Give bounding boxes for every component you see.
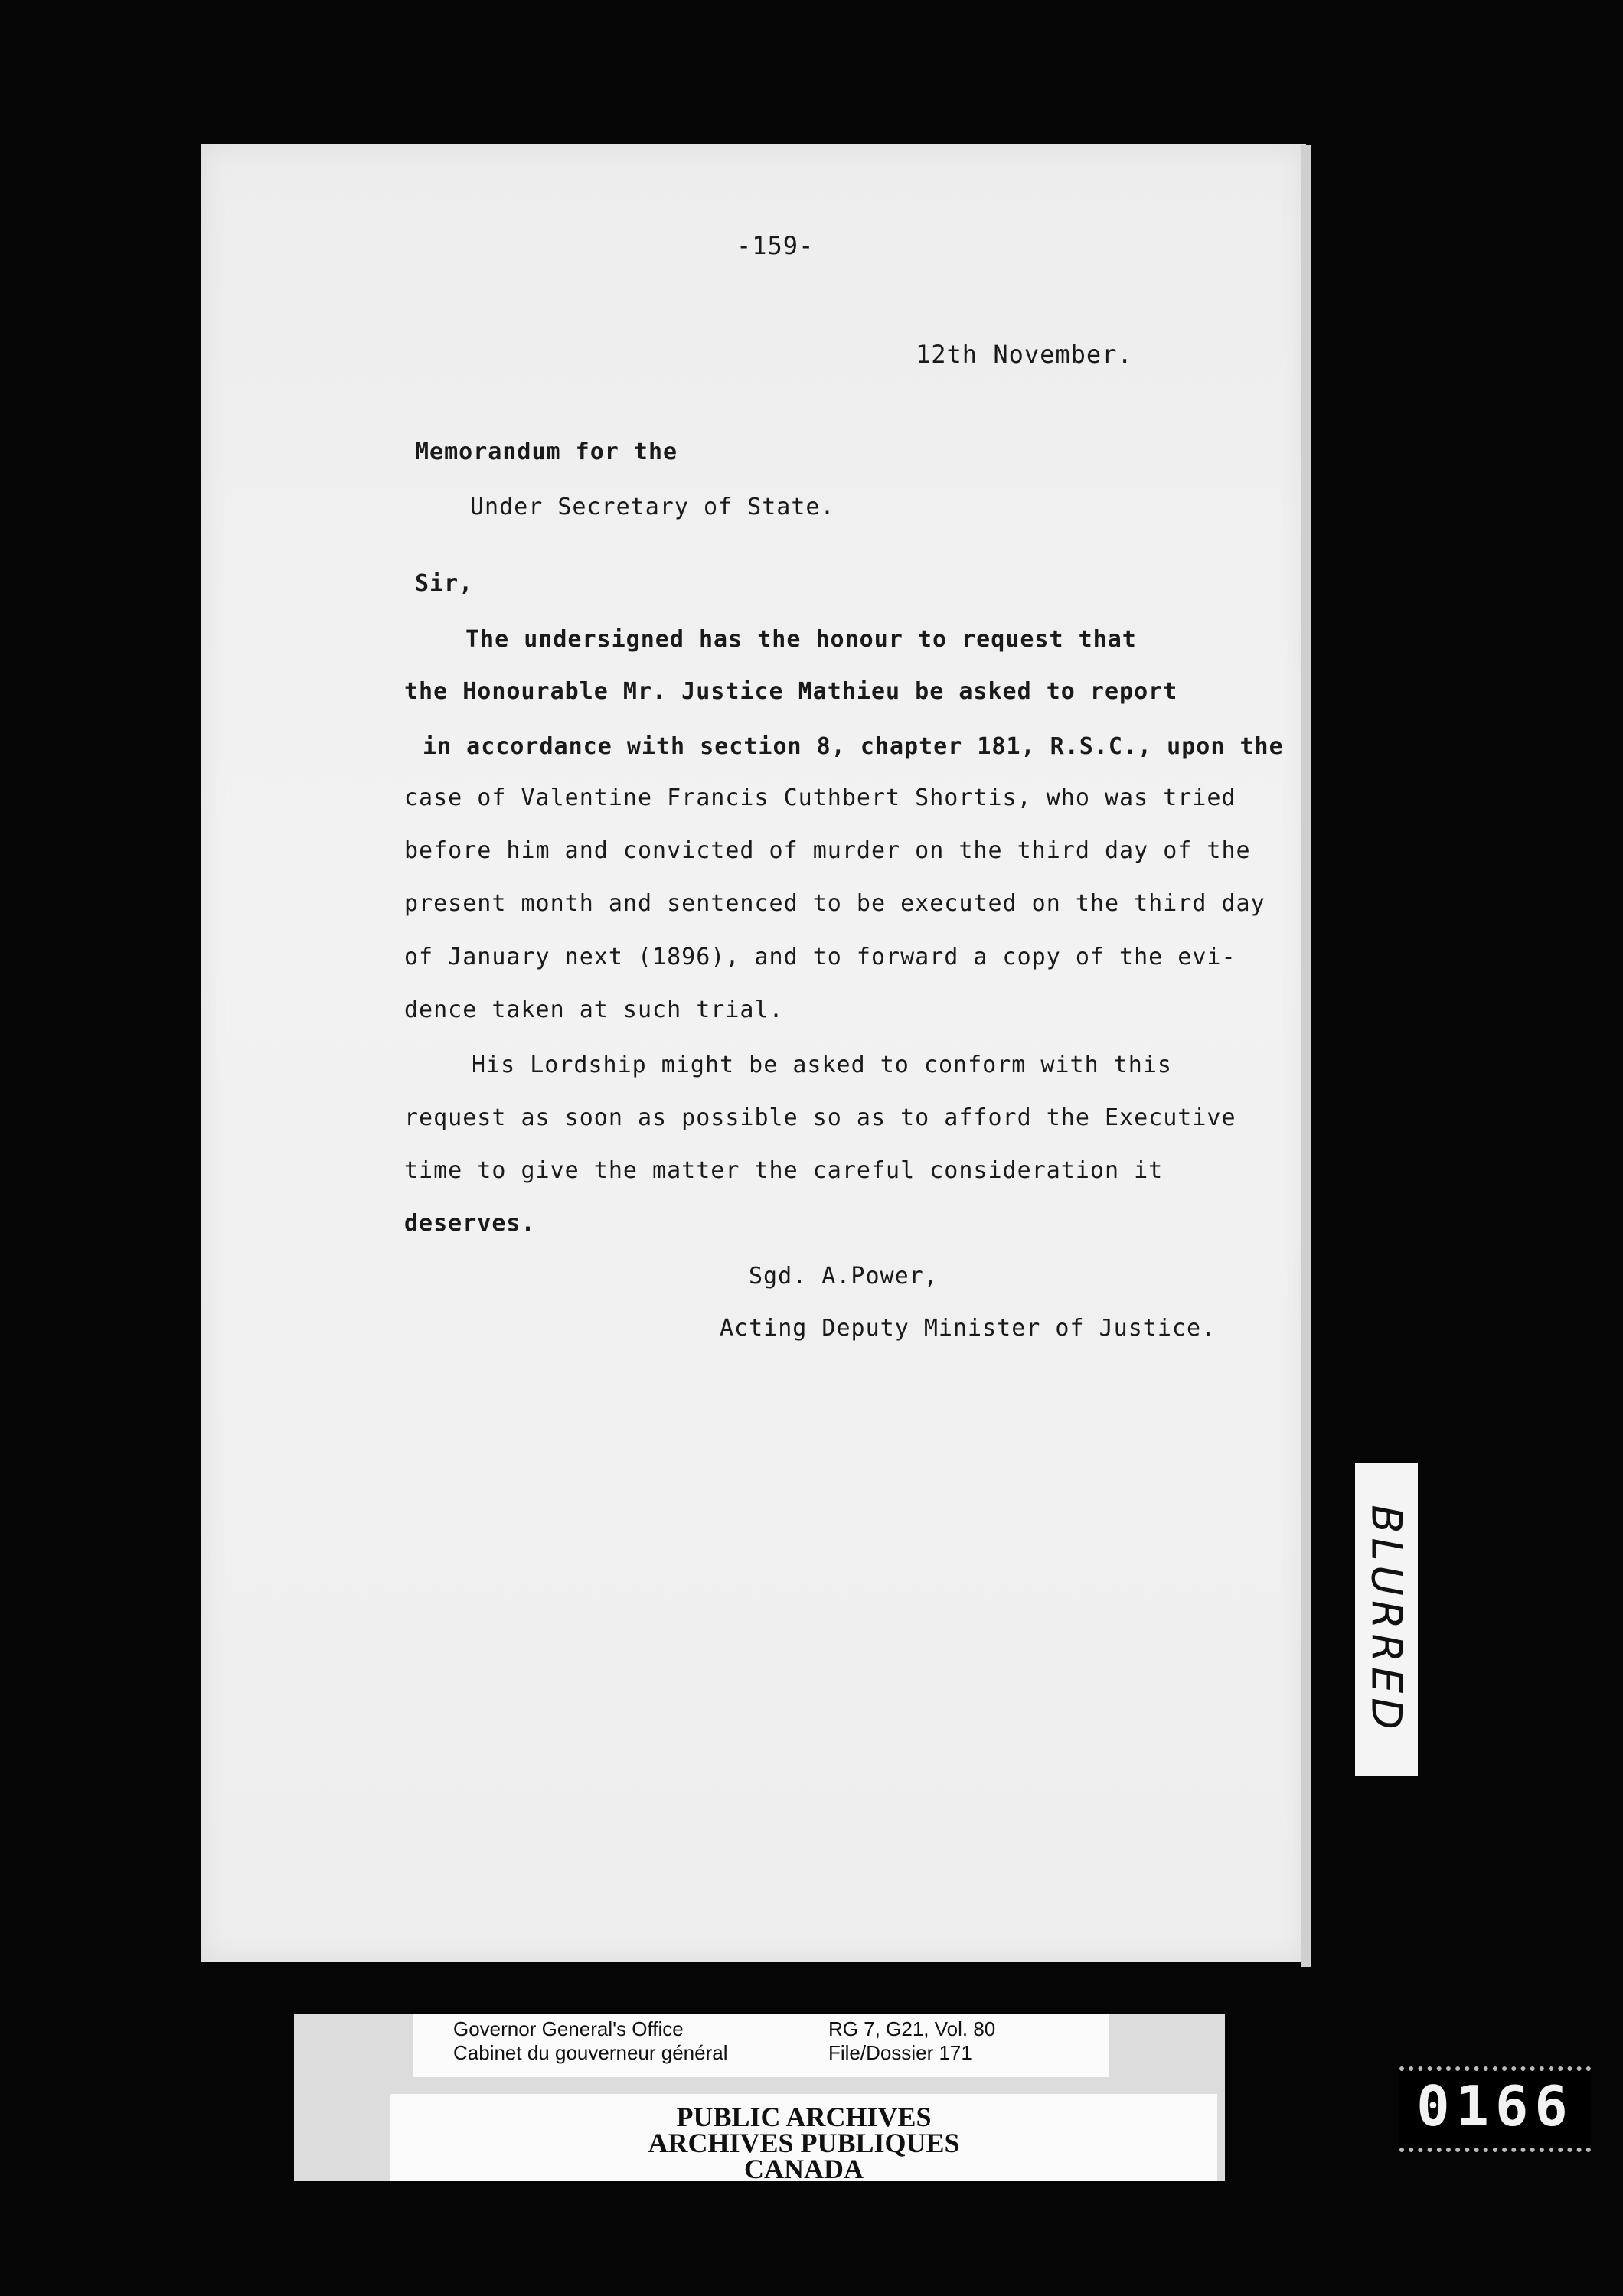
blurred-tag-text: BLURRED xyxy=(1362,1505,1411,1734)
body-line: request as soon as possible so as to afford the Executive xyxy=(404,1104,1236,1131)
page-number: -159- xyxy=(736,231,815,260)
body-line: of January next (1896), and to forward a copy of the evi- xyxy=(404,944,1236,970)
body-line: time to give the matter the careful consideration it xyxy=(404,1157,1164,1184)
office-name-en: Governor General's Office xyxy=(453,2017,684,2040)
archives-line3: CANADA xyxy=(744,2154,864,2184)
body-line: present month and sentenced to be executed on the third day xyxy=(404,890,1265,917)
body-line: His Lordship might be asked to conform with this xyxy=(472,1052,1172,1078)
memo-heading-line1: Memorandum for the xyxy=(415,439,678,465)
signature-line: Sgd. A.Power, xyxy=(749,1263,939,1290)
salutation: Sir, xyxy=(415,570,474,597)
body-line: dence taken at such trial. xyxy=(404,996,784,1023)
body-line: deserves. xyxy=(404,1210,536,1237)
signatory-title: Acting Deputy Minister of Justice. xyxy=(720,1315,1216,1342)
archive-reference: RG 7, G21, Vol. 80 xyxy=(828,2017,996,2040)
archives-line1: PUBLIC ARCHIVES xyxy=(676,2102,932,2132)
body-line: the Honourable Mr. Justice Mathieu be asked to report xyxy=(404,678,1178,705)
archive-file: File/Dossier 171 xyxy=(828,2041,972,2064)
office-name-fr: Cabinet du gouverneur général xyxy=(453,2041,728,2064)
paper-edge xyxy=(1301,145,1311,1967)
memo-heading-line2: Under Secretary of State. xyxy=(470,494,835,520)
body-line: in accordance with section 8, chapter 181, R.S.C., upon the xyxy=(423,733,1284,760)
body-line: The undersigned has the honour to request that xyxy=(465,626,1137,653)
archives-line2: ARCHIVES PUBLIQUES xyxy=(648,2128,960,2158)
body-line: case of Valentine Francis Cuthbert Shortis, who was tried xyxy=(404,784,1236,811)
document-date: 12th November. xyxy=(916,340,1133,369)
frame-number: 0166 xyxy=(1416,2074,1574,2138)
body-line: before him and convicted of murder on the third day of the xyxy=(404,837,1251,864)
